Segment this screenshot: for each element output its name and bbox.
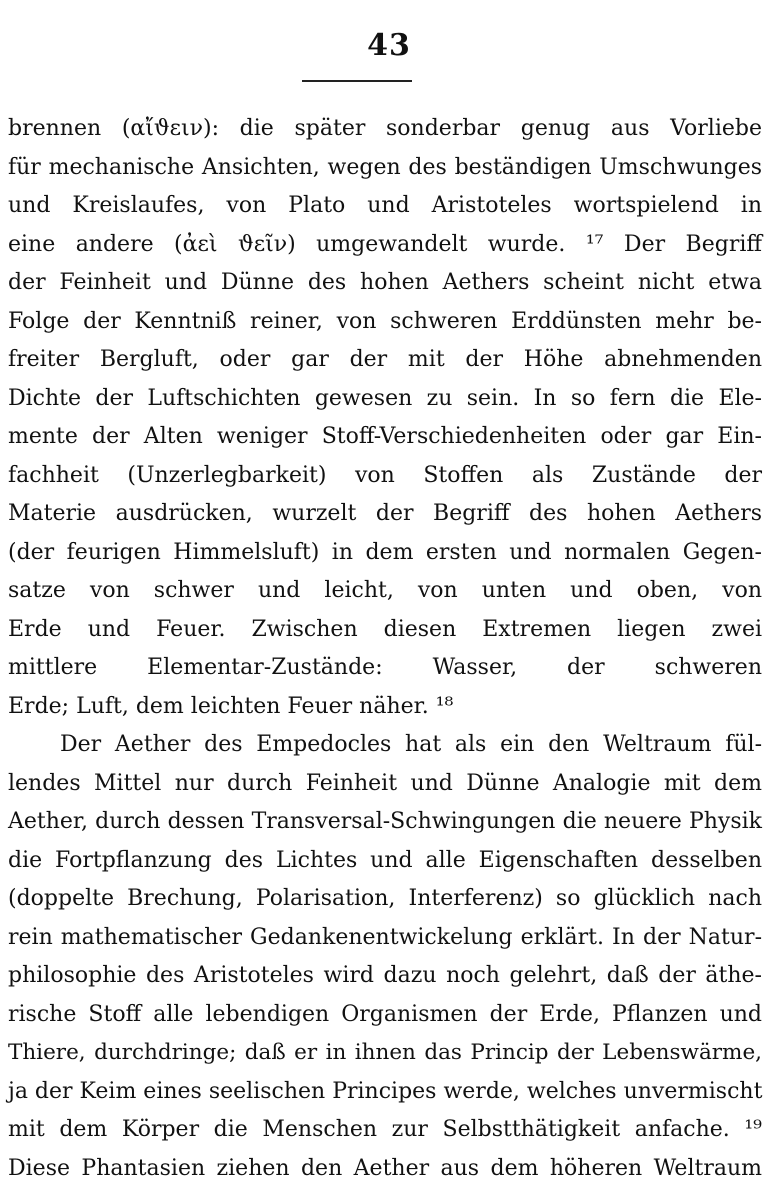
text-line: Dichte der Luftschichten gewesen zu sein. In so fern die Ele- [8, 385, 762, 411]
text-line: und Kreislaufes, von Plato und Aristoteles wortspielend in [8, 193, 762, 218]
text-line: rein mathematischer Gedankenentwickelung erklärt. In der Natur- [8, 924, 762, 950]
text-line: mente der Alten weniger Stoff-Verschiedenheiten oder gar Ein- [8, 424, 762, 449]
text-line: mit dem Körper die Menschen zur Selbstthätigkeit anfache. ¹⁹ [8, 1117, 762, 1142]
text-line: philosophie des Aristoteles wird dazu noch gelehrt, daß der äthe- [8, 963, 762, 988]
text-line: (der feurigen Himmelsluft) in dem ersten und normalen Gegen- [8, 539, 762, 565]
text-line: der Feinheit und Dünne des hohen Aethers scheint nicht etwa [8, 270, 762, 295]
text-line: Aether, durch dessen Transversal-Schwingungen die neuere Physik [8, 809, 762, 834]
text-line: mittlere Elementar-Zustände: Wasser, der schweren [8, 655, 762, 680]
text-line: brennen (αἴϑειν): die später sonderbar genug aus Vorliebe [8, 116, 762, 141]
body-text [8, 110, 762, 1188]
text-line: Folge der Kenntniß reiner, von schweren Erddünsten mehr be- [8, 308, 762, 334]
text-line: fachheit (Unzerlegbarkeit) von Stoffen als Zustände der [8, 462, 762, 488]
text-line: ja der Keim eines seelischen Principes werde, welches unvermischt [8, 1078, 763, 1104]
text-line: für mechanische Ansichten, wegen des beständigen Umschwunges [8, 154, 762, 180]
text-line: freiter Bergluft, oder gar der mit der Höhe abnehmenden [8, 347, 762, 372]
page-number: 43 [367, 28, 411, 63]
text-line: Der Aether des Empedocles hat als ein den Weltraum fül- [60, 732, 762, 757]
text-line: die Fortpflanzung des Lichtes und alle Eigenschaften desselben [8, 847, 762, 873]
text-line: lendes Mittel nur durch Feinheit und Dünne Analogie mit dem [8, 770, 762, 796]
text-line: Thiere, durchdringe; daß er in ihnen das Princip der Lebenswärme, [8, 1040, 762, 1065]
text-line: rische Stoff alle lebendigen Organismen der Erde, Pflanzen und [8, 1001, 762, 1027]
header-rule [302, 80, 412, 82]
text-line: (doppelte Brechung, Polarisation, Interferenz) so glücklich nach [8, 886, 762, 911]
text-line: satze von schwer und leicht, von unten und oben, von [8, 578, 762, 603]
text-line: Diese Phantasien ziehen den Aether aus dem höheren Weltraum [8, 1155, 762, 1181]
text-line: Materie ausdrücken, wurzelt der Begriff des hohen Aethers [8, 501, 762, 526]
text-line: Erde; Luft, dem leichten Feuer näher. ¹⁸ [8, 693, 454, 719]
text-line: eine andere (ἀεὶ ϑεῖν) umgewandelt wurde. ¹⁷ Der Begriff [8, 231, 762, 257]
text-line: Erde und Feuer. Zwischen diesen Extremen liegen zwei [8, 616, 762, 642]
